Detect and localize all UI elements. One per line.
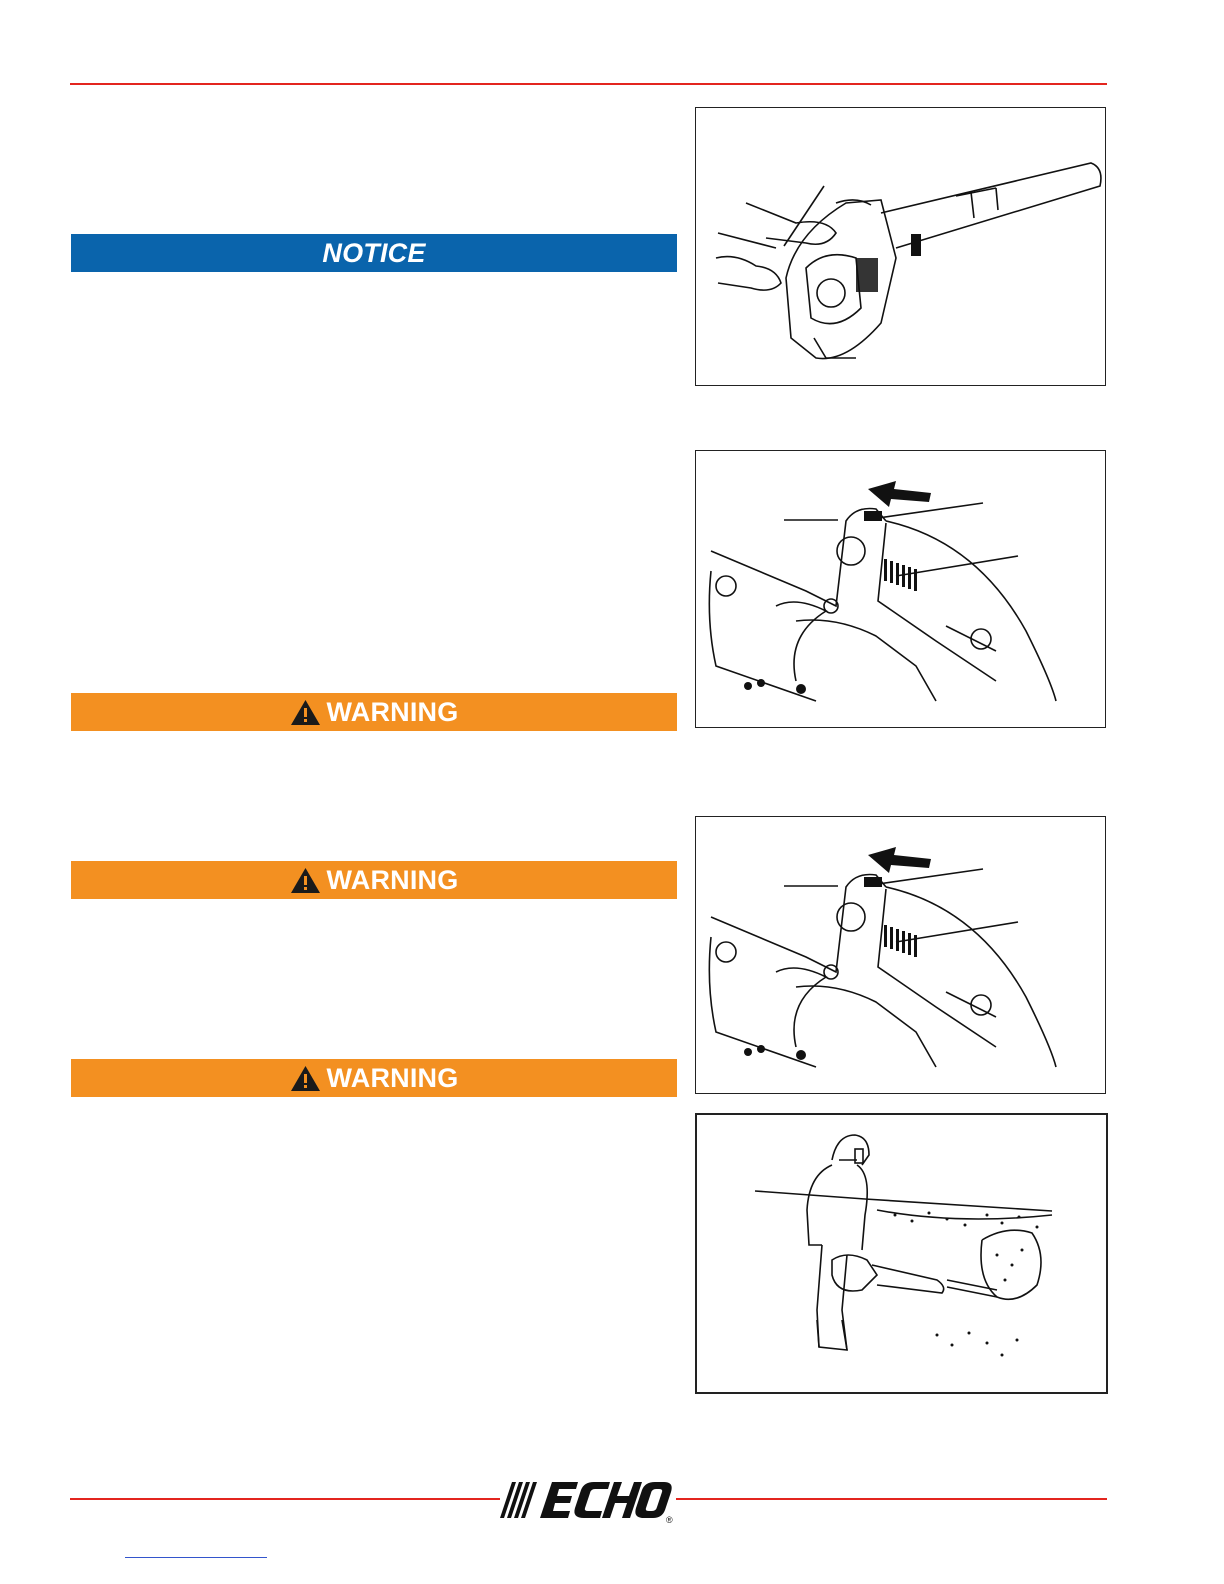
warning-triangle-icon [290,867,321,894]
handle-switch-illustration [696,451,1105,727]
figure-blower-hands [695,107,1106,386]
footer-link-underline[interactable] [125,1557,267,1558]
warning-banner [71,1059,677,1097]
warning-banner [71,861,677,899]
blower-hands-illustration [696,108,1105,385]
arrow-icon [868,481,931,507]
footer-rule-left [70,1498,500,1500]
registered-mark: ® [666,1515,673,1524]
warning-triangle-icon [290,1065,321,1092]
warning-label: WARNING [326,1062,459,1093]
handle-switch-illustration [696,817,1105,1093]
notice-label: NOTICE [322,237,426,268]
header-rule [70,83,1107,85]
echo-logo [498,1478,678,1524]
warning-triangle-icon [290,699,321,726]
arrow-icon [868,847,931,873]
warning-label: WARNING [326,696,459,727]
notice-banner [71,234,677,272]
figure-handle-switch-a [695,450,1106,728]
warning-label: WARNING [326,864,459,895]
figure-operator-blowing [695,1113,1108,1394]
operator-illustration [697,1115,1106,1392]
figure-handle-switch-b [695,816,1106,1094]
warning-banner [71,693,677,731]
footer-rule-right [676,1498,1107,1500]
